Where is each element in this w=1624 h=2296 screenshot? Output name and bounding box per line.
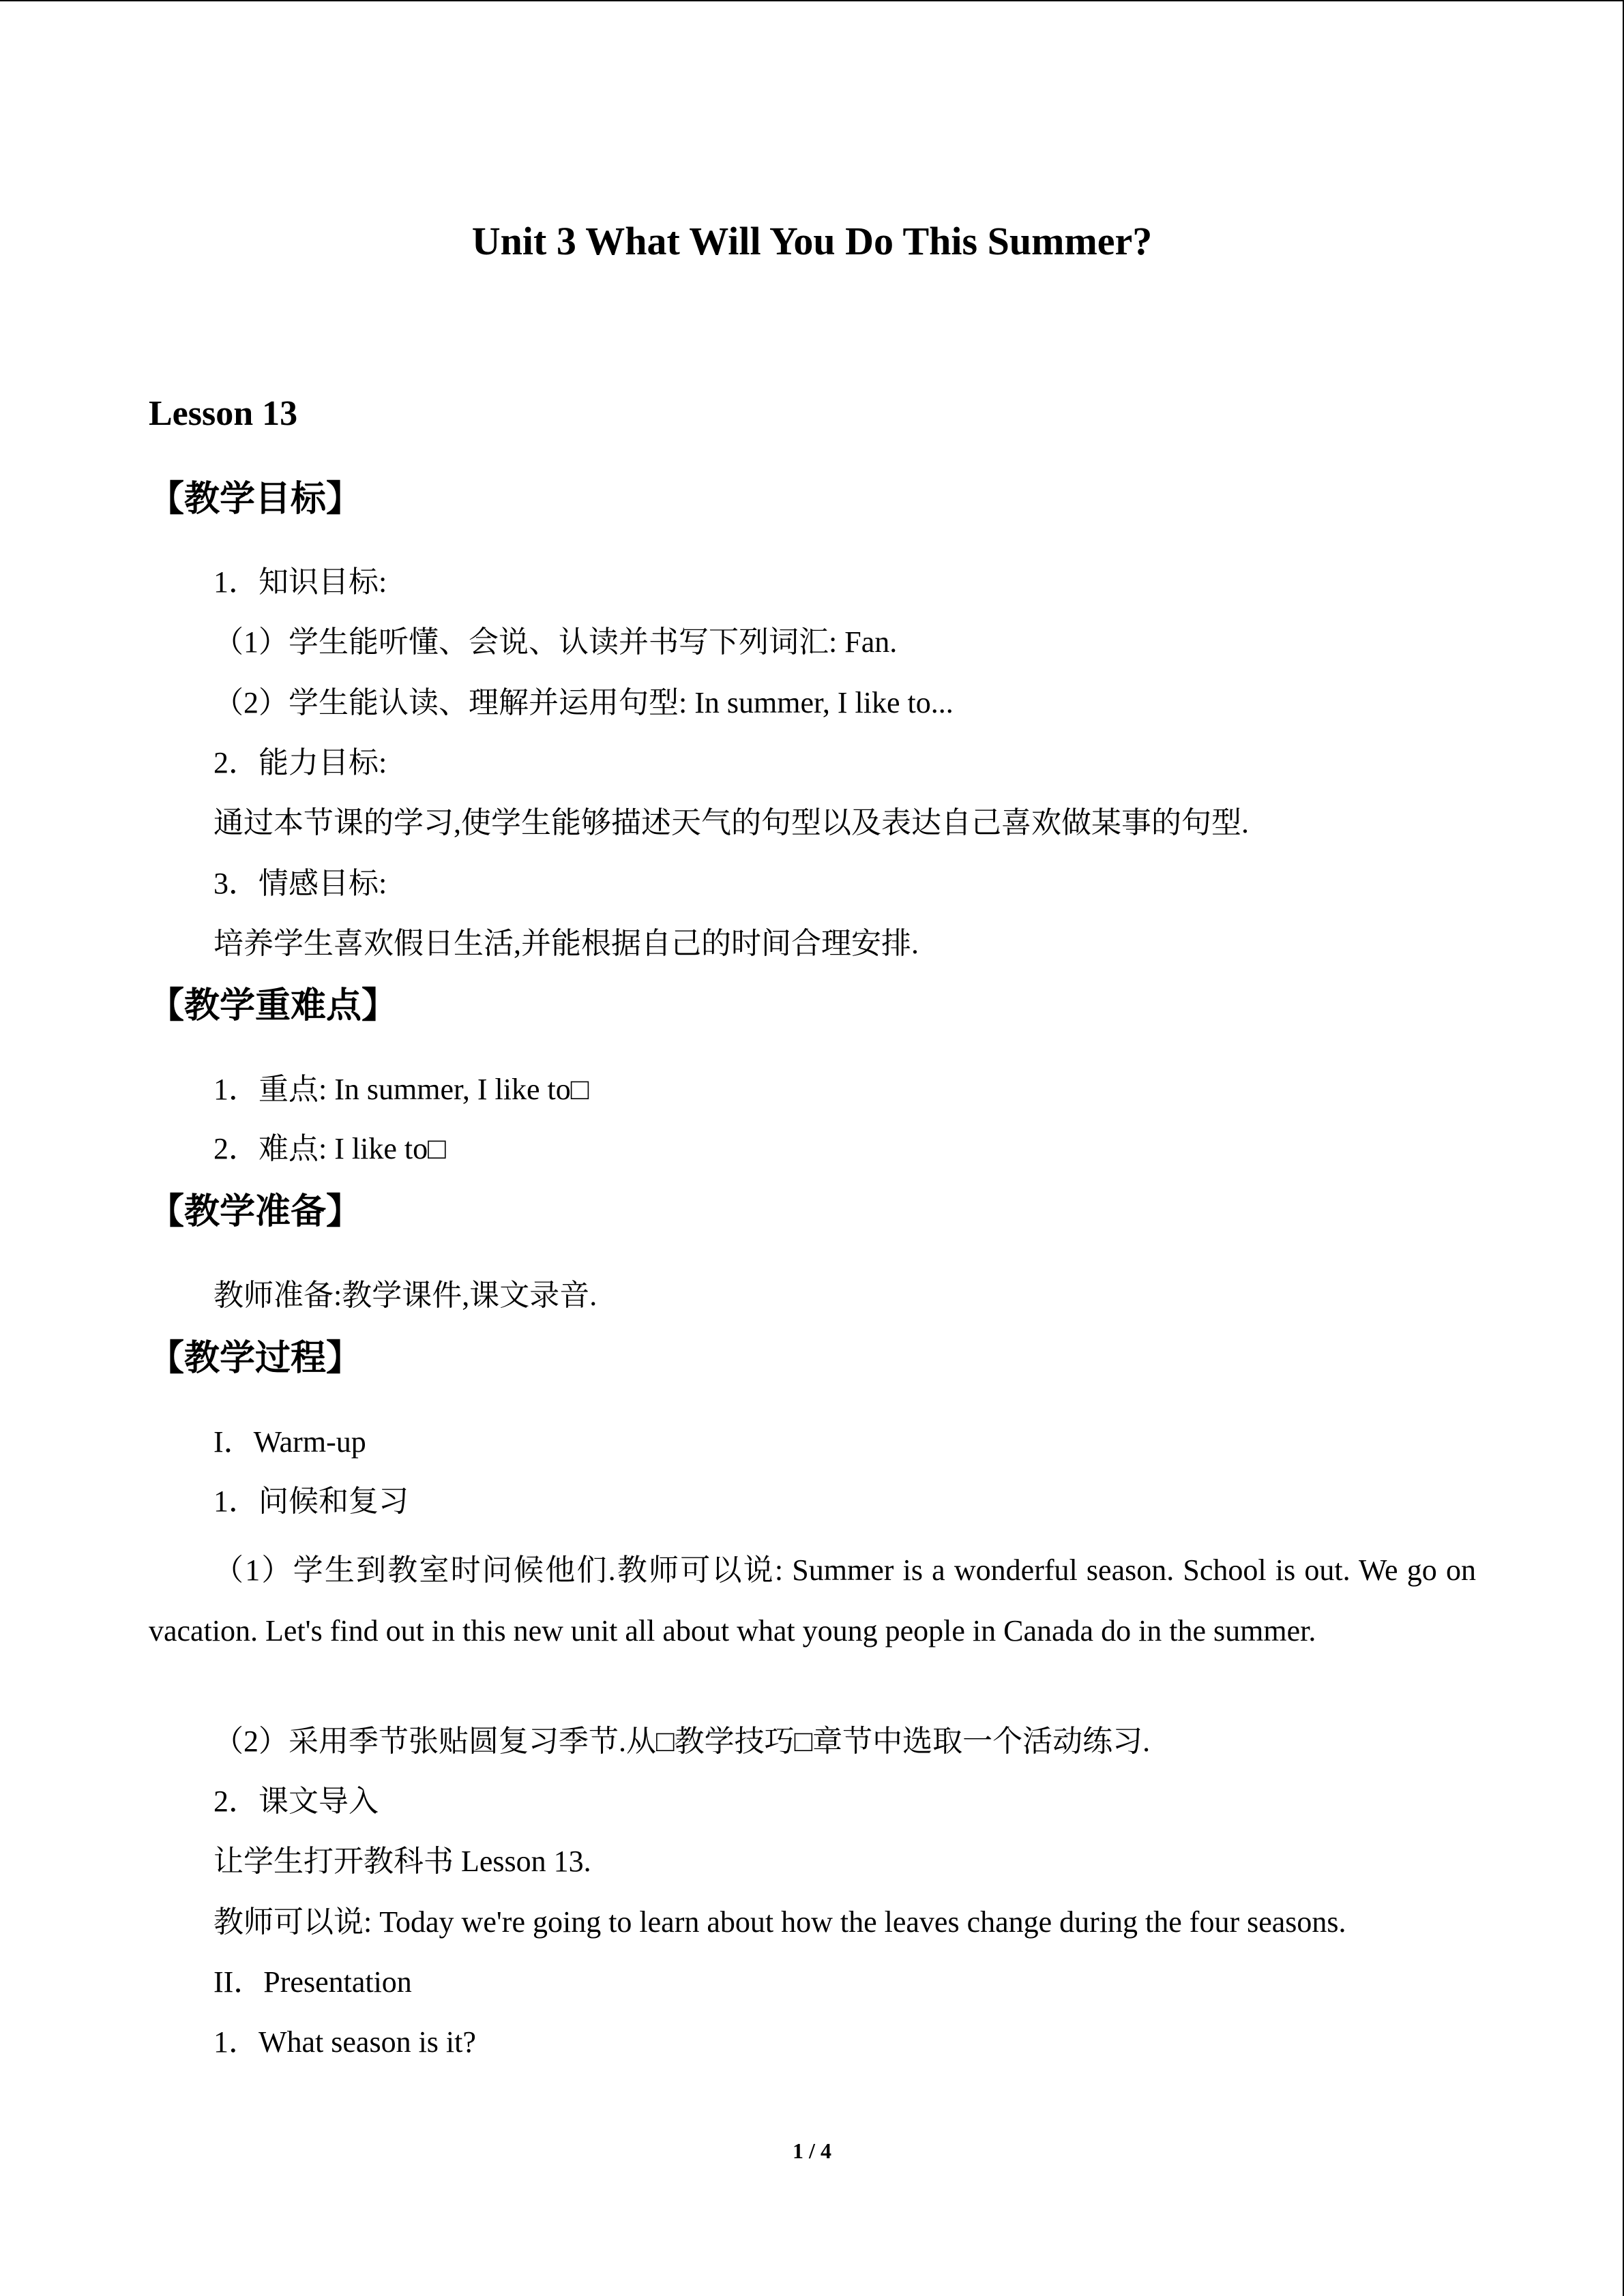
preparation-text: 教师准备:教学课件,课文录音. (213, 1279, 597, 1312)
process-review: （2）采用季节张贴圆复习季节.从□教学技巧□章节中选取一个活动练习. (213, 1725, 1151, 1758)
objective-ability-text: 通过本节课的学习,使学生能够描述天气的句型以及表达自己喜欢做某事的句型. (213, 806, 1249, 839)
page-number: 1 / 4 (793, 2138, 831, 2163)
objective-emotion-label: 3．情感目标: (213, 867, 387, 900)
section-heading-process: 【教学过程】 (149, 1338, 362, 1379)
process-intro-label: 2．课文导入 (213, 1785, 379, 1818)
process-intro-text: 让学生打开教科书 Lesson 13. (213, 1845, 591, 1878)
section-heading-objectives: 【教学目标】 (149, 479, 362, 520)
process-teacher-says: 教师可以说: Today we're going to learn about how the leaves change during the four seasons. (213, 1905, 1346, 1939)
process-greeting-paragraph: （1）学生到教室时问候他们.教师可以说: Summer is a wonderful season. School is out. We go on vacation. Let's find out in this new unit all about what young people in Canada do in the summer. (149, 1553, 1476, 1648)
document-title: Unit 3 What Will You Do This Summer? (471, 219, 1153, 263)
section-heading-preparation: 【教学准备】 (149, 1191, 362, 1232)
objective-knowledge-label: 1．知识目标: (213, 565, 387, 599)
objective-knowledge-item-2: （2）学生能认读、理解并运用句型: In summer, I like to... (213, 686, 954, 719)
difficult-point-item: 2．难点: I like to□ (213, 1132, 446, 1165)
lesson-heading: Lesson 13 (149, 394, 298, 433)
objective-knowledge-item-1: （1）学生能听懂、会说、认读并书写下列词汇: Fan. (213, 625, 898, 659)
objective-emotion-text: 培养学生喜欢假日生活,并能根据自己的时间合理安排. (213, 927, 919, 960)
objective-ability-label: 2．能力目标: (213, 746, 387, 779)
section-heading-key-points: 【教学重难点】 (149, 985, 398, 1026)
key-point-item: 1．重点: In summer, I like to□ (213, 1073, 589, 1106)
process-warmup: I．Warm-up (213, 1425, 366, 1459)
process-what-season: 1．What season is it? (213, 2025, 476, 2059)
process-greeting-label: 1．问候和复习 (213, 1485, 409, 1518)
process-presentation: II．Presentation (213, 1965, 412, 1999)
